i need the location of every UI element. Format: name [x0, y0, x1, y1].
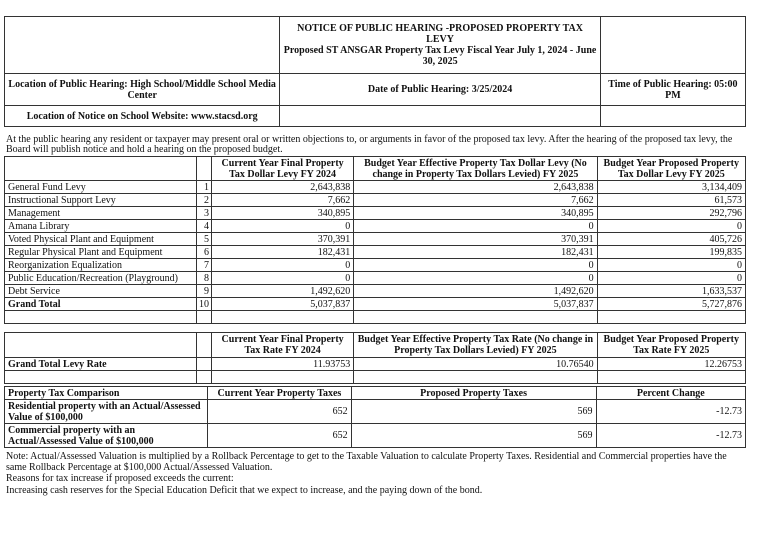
- rate-row-num: [196, 358, 211, 371]
- rate-row-label: Grand Total Levy Rate: [5, 358, 197, 371]
- levy-row-current: 0: [211, 272, 353, 285]
- levy-row-label: Instructional Support Levy: [5, 194, 197, 207]
- levy-row-number: 4: [196, 220, 211, 233]
- levy-row-effective: 0: [354, 259, 597, 272]
- levy-row: [5, 246, 746, 259]
- levy-row-label: Debt Service: [5, 285, 197, 298]
- levy-row-effective: 1,492,620: [354, 285, 597, 298]
- levy-spacer-c3: [597, 311, 745, 324]
- comparison-commercial-current: 652: [208, 424, 351, 448]
- levy-row-current: 0: [211, 220, 353, 233]
- levy-row-number: 3: [196, 207, 211, 220]
- rate-effective: 10.76540: [354, 358, 597, 371]
- levy-header-num-blank: [196, 157, 211, 181]
- intro-text: At the public hearing any resident or taxpayer may present oral or written objections to, or arguments in favor of the proposed tax levy. After the hearing of the proposed tax levy, the Board will publish notice and hold a hearing on the proposed budget.: [6, 134, 733, 155]
- levy-row-effective: 340,895: [354, 207, 597, 220]
- rate-header-effective: Budget Year Effective Property Tax Rate (No change in Property Tax Dollars Levied) FY 2025: [354, 333, 597, 358]
- rate-header-num-blank: [196, 333, 211, 358]
- comparison-commercial-percent: -12.73: [596, 424, 745, 448]
- levy-row-proposed: 3,134,409: [597, 181, 745, 194]
- rate-spacer: [5, 371, 197, 384]
- levy-table: [4, 156, 746, 324]
- rate-header-blank: [5, 333, 197, 358]
- website-blank: [280, 106, 600, 127]
- comparison-commercial-label: Commercial property with an Actual/Assessed Value of $100,000: [5, 424, 208, 448]
- levy-row-label: General Fund Levy: [5, 181, 197, 194]
- levy-row-current: 1,492,620: [211, 285, 353, 298]
- comparison-header-current: Current Year Property Taxes: [208, 387, 351, 400]
- header-table: [4, 16, 746, 127]
- levy-spacer-c1: [211, 311, 353, 324]
- levy-row: [5, 233, 746, 246]
- levy-row-label: Grand Total: [5, 298, 197, 311]
- website-blank-right: [600, 106, 745, 127]
- levy-spacer-num: [196, 311, 211, 324]
- levy-header-effective: Budget Year Effective Property Tax Dollar Levy (No change in Property Tax Dollars Levied) FY 2025: [354, 157, 597, 181]
- levy-header-proposed: Budget Year Proposed Property Tax Dollar Levy FY 2025: [597, 157, 745, 181]
- levy-row: [5, 207, 746, 220]
- notice-subtitle: Proposed ST ANSGAR Property Tax Levy Fiscal Year July 1, 2024 - June 30, 2025: [283, 45, 597, 67]
- rate-header-proposed: Budget Year Proposed Property Tax Rate FY 2025: [597, 333, 745, 358]
- levy-row-proposed: 0: [597, 220, 745, 233]
- levy-row-number: 8: [196, 272, 211, 285]
- levy-row-effective: 2,643,838: [354, 181, 597, 194]
- comparison-residential-label: Residential property with an Actual/Assessed Value of $100,000: [5, 400, 208, 424]
- levy-row-current: 340,895: [211, 207, 353, 220]
- levy-row-current: 5,037,837: [211, 298, 353, 311]
- comparison-commercial-proposed: 569: [351, 424, 596, 448]
- levy-row-label: Reorganization Equalization: [5, 259, 197, 272]
- levy-row: [5, 181, 746, 194]
- levy-row-current: 182,431: [211, 246, 353, 259]
- levy-row-number: 2: [196, 194, 211, 207]
- comparison-table: [4, 386, 746, 448]
- levy-row-number: 5: [196, 233, 211, 246]
- levy-row-current: 2,643,838: [211, 181, 353, 194]
- levy-row-current: 370,391: [211, 233, 353, 246]
- website-location: Location of Notice on School Website: www.stacsd.org: [5, 106, 280, 127]
- levy-row-label: Management: [5, 207, 197, 220]
- levy-row: [5, 272, 746, 285]
- comparison-residential-proposed: 569: [351, 400, 596, 424]
- comparison-header-proposed: Proposed Property Taxes: [351, 387, 596, 400]
- levy-row: [5, 285, 746, 298]
- levy-row-proposed: 5,727,876: [597, 298, 745, 311]
- levy-row-effective: 7,662: [354, 194, 597, 207]
- comparison-residential-percent: -12.73: [596, 400, 745, 424]
- levy-row-label: Public Education/Recreation (Playground): [5, 272, 197, 285]
- rate-proposed: 12.26753: [597, 358, 745, 371]
- rate-spacer-c2: [354, 371, 597, 384]
- levy-row-proposed: 292,796: [597, 207, 745, 220]
- rate-table: [4, 332, 746, 384]
- levy-row-effective: 5,037,837: [354, 298, 597, 311]
- rate-spacer-num: [196, 371, 211, 384]
- levy-row-label: Amana Library: [5, 220, 197, 233]
- notice-title: NOTICE OF PUBLIC HEARING -PROPOSED PROPERTY TAX LEVY: [297, 23, 583, 45]
- levy-spacer: [5, 311, 197, 324]
- levy-row: [5, 298, 746, 311]
- levy-row-proposed: 61,573: [597, 194, 745, 207]
- levy-row-number: 10: [196, 298, 211, 311]
- levy-row-number: 9: [196, 285, 211, 298]
- levy-row-effective: 182,431: [354, 246, 597, 259]
- levy-row-proposed: 0: [597, 259, 745, 272]
- levy-row-label: Regular Physical Plant and Equipment: [5, 246, 197, 259]
- levy-row-proposed: 0: [597, 272, 745, 285]
- levy-header-current: Current Year Final Property Tax Dollar Levy FY 2024: [211, 157, 353, 181]
- rate-header-current: Current Year Final Property Tax Rate FY 2024: [211, 333, 353, 358]
- levy-row-proposed: 405,726: [597, 233, 745, 246]
- levy-row-effective: 370,391: [354, 233, 597, 246]
- reasons-label: Reasons for tax increase if proposed exceeds the current:: [6, 473, 234, 484]
- levy-row-effective: 0: [354, 272, 597, 285]
- levy-row-proposed: 199,835: [597, 246, 745, 259]
- rate-spacer-c3: [597, 371, 745, 384]
- rate-spacer-c1: [211, 371, 353, 384]
- rate-current: 11.93753: [211, 358, 353, 371]
- hearing-location: Location of Public Hearing: High School/Middle School Media Center: [5, 74, 280, 106]
- levy-row: [5, 194, 746, 207]
- levy-row-number: 6: [196, 246, 211, 259]
- levy-row-label: Voted Physical Plant and Equipment: [5, 233, 197, 246]
- levy-row-current: 7,662: [211, 194, 353, 207]
- reasons-text: Increasing cash reserves for the Special Education Deficit that we expect to increase, and the paying down of the bond.: [6, 485, 483, 496]
- levy-row-effective: 0: [354, 220, 597, 233]
- rollback-note: Note: Actual/Assessed Valuation is multiplied by a Rollback Percentage to get to the Taxable Valuation to calculate Property Taxes. Residential and Commercial properties have the same Rollback Percentage at $100,000 Actual/Assessed Valuation.: [6, 451, 727, 473]
- levy-row-current: 0: [211, 259, 353, 272]
- levy-header-blank: [5, 157, 197, 181]
- levy-row-number: 1: [196, 181, 211, 194]
- comparison-residential-current: 652: [208, 400, 351, 424]
- levy-row: [5, 259, 746, 272]
- notice-title-cell: [280, 17, 600, 74]
- levy-row-proposed: 1,633,537: [597, 285, 745, 298]
- comparison-label: Property Tax Comparison: [5, 387, 208, 400]
- levy-spacer-c2: [354, 311, 597, 324]
- hearing-time: Time of Public Hearing: 05:00 PM: [600, 74, 745, 106]
- comparison-header-percent: Percent Change: [596, 387, 745, 400]
- hearing-date: Date of Public Hearing: 3/25/2024: [280, 74, 600, 106]
- levy-row: [5, 220, 746, 233]
- header-blank-right: [600, 17, 745, 74]
- levy-row-number: 7: [196, 259, 211, 272]
- header-blank-left: [5, 17, 280, 74]
